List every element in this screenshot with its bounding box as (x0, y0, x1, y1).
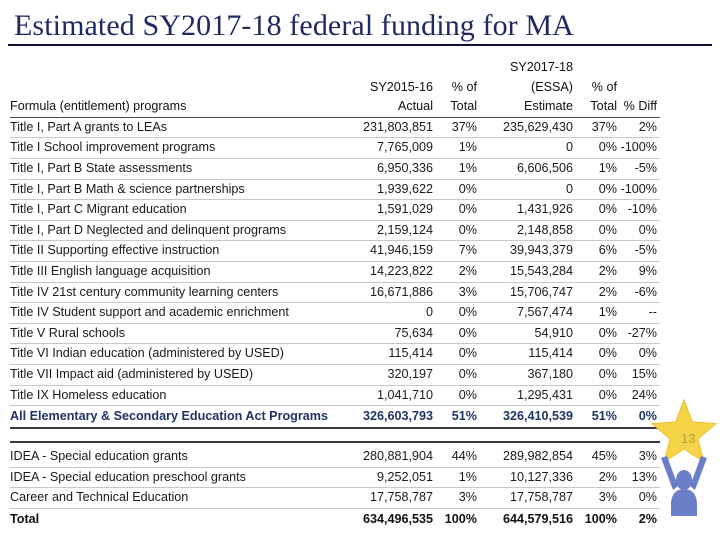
row-label: Title IV 21st century community learning centers (10, 282, 342, 303)
row-label: Title II Supporting effective instruction (10, 241, 342, 262)
col-pct-diff: -100% (620, 138, 660, 159)
col-pct-diff: 2% (638, 511, 657, 526)
header-cell-blank-3 (436, 58, 480, 78)
table-row-summary (10, 406, 660, 429)
col-sy2015-actual: 9,252,051 (342, 467, 436, 488)
col-sy2017-estimate: 2,148,858 (480, 220, 576, 241)
col-sy2017-estimate: 235,629,430 (480, 117, 576, 138)
col-pct-diff: -5% (620, 241, 660, 262)
col-sy2015-actual: 115,414 (342, 344, 436, 365)
col-pct-diff: -5% (620, 158, 660, 179)
header-cell-pct-of-1: % of (451, 79, 477, 94)
col-pct-diff: 15% (620, 364, 660, 385)
col-sy2017-estimate: 289,982,854 (480, 447, 576, 467)
col-sy2017-pct: 2% (576, 261, 620, 282)
table-header-row-2 (10, 78, 660, 98)
col-sy2015-pct: 0% (436, 200, 480, 221)
col-sy2015-pct: 44% (436, 447, 480, 467)
header-cell-blank-7 (620, 78, 660, 98)
row-label: IDEA - Special education grants (10, 447, 342, 467)
col-sy2015-actual: 16,671,886 (342, 282, 436, 303)
header-cell-essa: (ESSA) (531, 79, 573, 94)
col-sy2015-pct: 0% (436, 323, 480, 344)
table-header-row-1 (10, 58, 660, 78)
col-sy2017-pct: 2% (576, 467, 620, 488)
col-sy2015-pct: 2% (436, 261, 480, 282)
header-cell-sy2015-16: SY2015-16 (369, 79, 433, 94)
col-sy2015-pct: 0% (436, 364, 480, 385)
col-pct-diff: 9% (620, 261, 660, 282)
col-sy2015-pct: 7% (436, 241, 480, 262)
header-cell-actual: Actual (342, 97, 436, 117)
header-cell-estimate: Estimate (480, 97, 576, 117)
table-row (10, 385, 660, 406)
header-cell-sy2017-18: SY2017-18 (509, 60, 573, 74)
col-sy2017-estimate: 7,567,474 (480, 303, 576, 324)
col-pct-diff: -27% (620, 323, 660, 344)
col-sy2017-estimate: 15,706,747 (480, 282, 576, 303)
col-sy2017-pct: 6% (576, 241, 620, 262)
header-cell-blank-6 (10, 78, 342, 98)
col-pct-diff: 0% (620, 220, 660, 241)
header-cell-blank-2 (342, 58, 436, 78)
spacer-cell (10, 428, 342, 442)
header-cell-total-2: Total (576, 97, 620, 117)
col-sy2015-actual: 326,603,793 (342, 406, 436, 429)
col-sy2017-pct: 100% (584, 511, 617, 526)
col-sy2015-pct: 1% (436, 467, 480, 488)
col-sy2015-pct: 3% (436, 488, 480, 509)
row-label: Title I School improvement programs (10, 138, 342, 159)
col-pct-diff: -6% (620, 282, 660, 303)
col-pct-diff: 3% (620, 447, 660, 467)
col-sy2015-actual: 0 (342, 303, 436, 324)
col-sy2015-actual: 320,197 (342, 364, 436, 385)
col-pct-diff: -100% (620, 179, 660, 200)
col-sy2017-estimate: 6,606,506 (480, 158, 576, 179)
col-sy2017-estimate: 54,910 (480, 323, 576, 344)
col-sy2017-estimate: 15,543,284 (480, 261, 576, 282)
row-label: Total (10, 511, 40, 526)
spacer-cell (436, 428, 480, 442)
col-pct-diff: -10% (620, 200, 660, 221)
col-pct-diff: 0% (620, 344, 660, 365)
header-cell-blank-1 (10, 58, 342, 78)
row-label: Career and Technical Education (10, 488, 342, 509)
star-decoration (648, 396, 720, 516)
table-row (10, 220, 660, 241)
table-row (10, 344, 660, 365)
col-sy2017-pct: 1% (576, 303, 620, 324)
col-sy2017-pct: 0% (576, 344, 620, 365)
table-row (10, 200, 660, 221)
col-sy2017-estimate: 10,127,336 (480, 467, 576, 488)
row-label: Title IV Student support and academic enrichment (10, 303, 342, 324)
col-sy2015-actual: 6,950,336 (342, 158, 436, 179)
col-sy2015-pct: 0% (436, 303, 480, 324)
col-sy2015-actual: 1,939,622 (342, 179, 436, 200)
table-row (10, 179, 660, 200)
page-number: 13 (681, 431, 696, 446)
row-label: Title I, Part C Migrant education (10, 200, 342, 221)
col-sy2017-pct: 0% (576, 385, 620, 406)
col-sy2015-pct: 1% (436, 158, 480, 179)
col-sy2017-pct: 37% (576, 117, 620, 138)
col-sy2017-estimate: 644,579,516 (502, 511, 573, 526)
col-pct-diff: 24% (620, 385, 660, 406)
col-sy2017-pct: 0% (576, 220, 620, 241)
table-body (10, 58, 660, 117)
title-divider (8, 44, 712, 46)
table-row (10, 138, 660, 159)
col-sy2015-actual: 2,159,124 (342, 220, 436, 241)
col-sy2015-pct: 51% (436, 406, 480, 429)
table-row (10, 447, 660, 467)
col-sy2015-pct: 3% (436, 282, 480, 303)
row-label: All Elementary & Secondary Education Act Programs (10, 406, 342, 429)
table-spacer-row (10, 428, 660, 442)
col-sy2017-pct: 51% (576, 406, 620, 429)
col-sy2015-actual: 41,946,159 (342, 241, 436, 262)
col-sy2015-actual: 231,803,851 (342, 117, 436, 138)
table-header-row-3 (10, 97, 660, 117)
star-figure-icon (648, 396, 720, 516)
header-cell-total-1: Total (436, 97, 480, 117)
col-sy2017-estimate: 1,431,926 (480, 200, 576, 221)
spacer-cell (480, 428, 576, 442)
col-sy2015-actual: 14,223,822 (342, 261, 436, 282)
header-cell-pct-diff: % Diff (620, 97, 660, 117)
table-row (10, 241, 660, 262)
funding-table (10, 58, 660, 530)
col-pct-diff: -- (620, 303, 660, 324)
funding-table-container (10, 58, 660, 530)
col-sy2017-pct: 0% (576, 200, 620, 221)
table-row (10, 158, 660, 179)
table-row (10, 488, 660, 509)
spacer-cell (342, 428, 436, 442)
col-sy2017-pct: 3% (576, 488, 620, 509)
row-label: Title III English language acquisition (10, 261, 342, 282)
col-sy2015-pct: 1% (436, 138, 480, 159)
col-sy2015-pct: 0% (436, 344, 480, 365)
row-label: Title V Rural schools (10, 323, 342, 344)
row-label: Title I, Part D Neglected and delinquent programs (10, 220, 342, 241)
table-rows-body (10, 117, 660, 530)
col-sy2017-pct: 1% (576, 158, 620, 179)
col-sy2015-pct: 100% (444, 511, 477, 526)
col-sy2015-actual: 1,591,029 (342, 200, 436, 221)
table-row (10, 303, 660, 324)
table-row (10, 364, 660, 385)
col-sy2015-pct: 0% (436, 179, 480, 200)
col-sy2015-actual: 280,881,904 (342, 447, 436, 467)
header-cell-blank-4 (576, 58, 620, 78)
col-sy2017-estimate: 0 (480, 179, 576, 200)
col-pct-diff: 2% (620, 117, 660, 138)
col-sy2017-estimate: 17,758,787 (480, 488, 576, 509)
table-row (10, 282, 660, 303)
col-sy2017-pct: 0% (576, 364, 620, 385)
row-label: Title I, Part B Math & science partnerships (10, 179, 342, 200)
header-cell-formula-programs: Formula (entitlement) programs (10, 97, 342, 117)
row-label: Title I, Part A grants to LEAs (10, 117, 342, 138)
col-sy2017-estimate: 367,180 (480, 364, 576, 385)
col-sy2017-estimate: 326,410,539 (480, 406, 576, 429)
col-sy2015-pct: 0% (436, 385, 480, 406)
row-label: Title I, Part B State assessments (10, 158, 342, 179)
col-sy2015-actual: 17,758,787 (342, 488, 436, 509)
col-sy2015-pct: 0% (436, 220, 480, 241)
col-sy2017-estimate: 1,295,431 (480, 385, 576, 406)
col-sy2017-pct: 2% (576, 282, 620, 303)
spacer-cell (576, 428, 620, 442)
row-label: Title VII Impact aid (administered by USED) (10, 364, 342, 385)
header-cell-blank-5 (620, 58, 660, 78)
table-row (10, 323, 660, 344)
col-sy2015-actual: 1,041,710 (342, 385, 436, 406)
col-pct-diff: 0% (620, 406, 660, 429)
col-sy2017-estimate: 115,414 (480, 344, 576, 365)
row-label: IDEA - Special education preschool grants (10, 467, 342, 488)
col-sy2017-estimate: 39,943,379 (480, 241, 576, 262)
col-pct-diff: 0% (620, 488, 660, 509)
col-sy2017-pct: 0% (576, 138, 620, 159)
col-sy2017-pct: 45% (576, 447, 620, 467)
table-row (10, 261, 660, 282)
col-sy2017-estimate: 0 (480, 138, 576, 159)
col-sy2015-actual: 7,765,009 (342, 138, 436, 159)
col-sy2015-pct: 37% (436, 117, 480, 138)
col-sy2017-pct: 0% (576, 179, 620, 200)
col-sy2015-actual: 75,634 (342, 323, 436, 344)
header-cell-pct-of-2: % of (591, 79, 617, 94)
col-pct-diff: 13% (620, 467, 660, 488)
row-label: Title IX Homeless education (10, 385, 342, 406)
table-row (10, 467, 660, 488)
row-label: Title VI Indian education (administered by USED) (10, 344, 342, 365)
col-sy2015-actual: 634,496,535 (362, 511, 433, 526)
table-row (10, 117, 660, 138)
page-title: Estimated SY2017-18 federal funding for MA (14, 9, 574, 42)
table-row-grand-total (10, 508, 660, 530)
col-sy2017-pct: 0% (576, 323, 620, 344)
